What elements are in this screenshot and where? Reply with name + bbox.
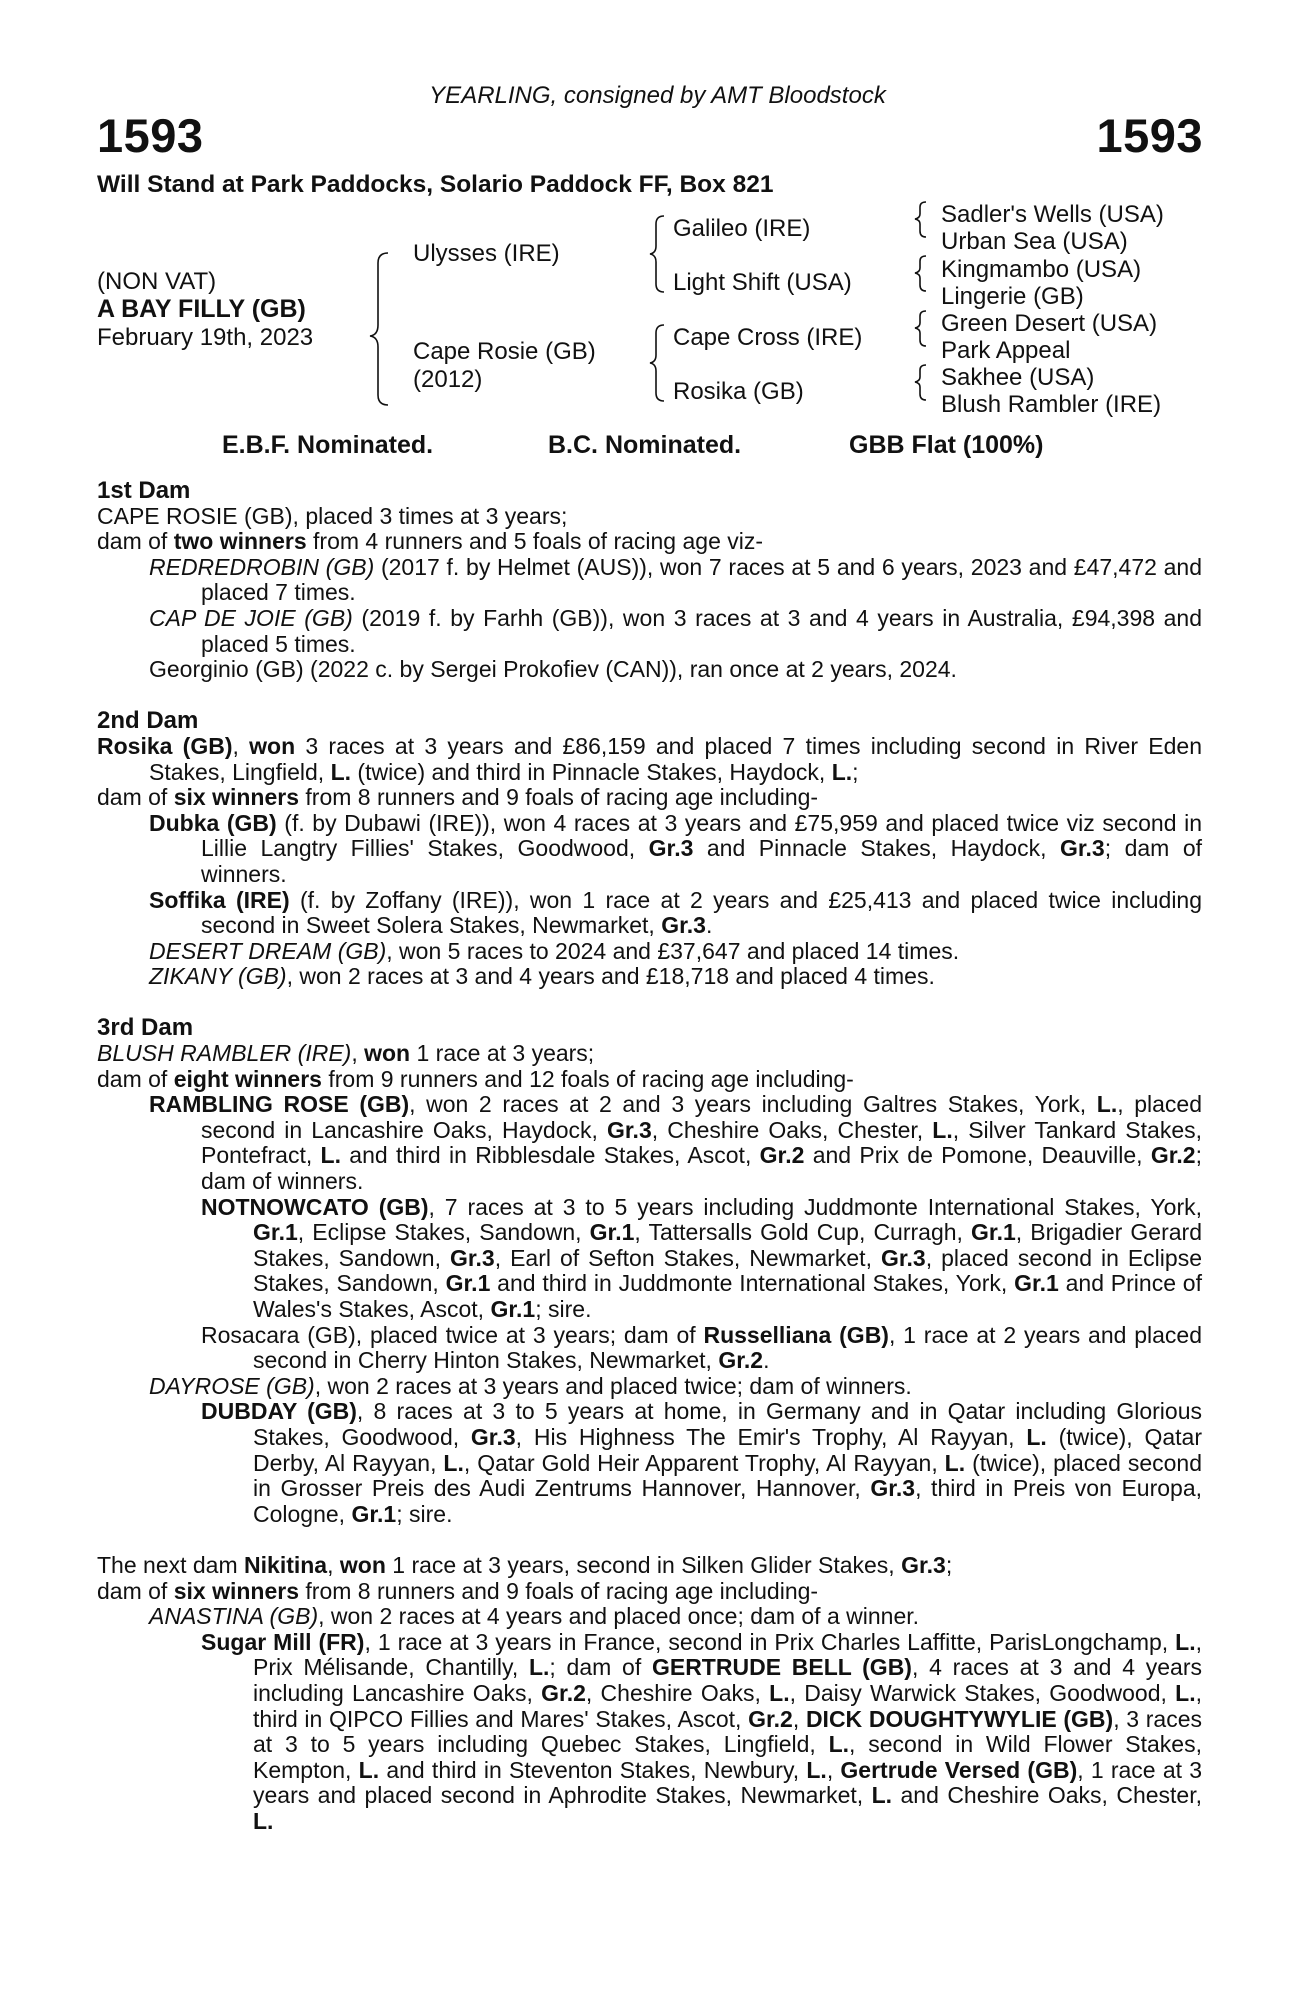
first-dam-produce-line: dam of two winners from 4 runners and 5 foals of racing age viz-	[97, 528, 764, 555]
next-dam-produce-line: dam of six winners from 8 runners and 9 foals of racing age including-	[97, 1577, 819, 1604]
produce-zikany: ZIKANY (GB), won 2 races at 3 and 4 years and £18,718 and placed 4 times.	[149, 963, 935, 990]
ancestor-4: Lingerie (GB)	[941, 283, 1084, 310]
produce-dayrose: DAYROSE (GB), won 2 races at 3 years and placed twice; dam of winners.	[149, 1372, 912, 1399]
ancestor-7: Sakhee (USA)	[941, 364, 1095, 391]
ancestor-5: Green Desert (USA)	[941, 310, 1158, 337]
ancestor-1: Sadler's Wells (USA)	[941, 201, 1164, 228]
ancestor-6: Park Appeal	[941, 337, 1071, 364]
ancestor-2: Urban Sea (USA)	[941, 228, 1128, 255]
bracket-g3	[915, 311, 926, 346]
ancestor-8: Blush Rambler (IRE)	[941, 391, 1162, 418]
second-dam-heading: 2nd Dam	[97, 707, 199, 735]
produce-rosacara: Rosacara (GB), placed twice at 3 years; dam of Russelliana (GB), 1 race at 2 years and placed second in Cherry Hinton Stakes, Newmarket, Gr.2.	[201, 1321, 1203, 1374]
produce-dubka: Dubka (GB) (f. by Dubawi (IRE)), won 4 races at 3 years and £75,959 and placed twice viz second in Lillie Langtry Fillies' Stakes, Goodwood, Gr.3 and Pinnacle Stakes, Haydock, Gr.3; dam of winners.	[149, 809, 1203, 887]
produce-redredrobin: REDREDROBIN (GB) (2017 f. by Helmet (AUS)), won 7 races at 5 and 6 years, 2023 and £47,472 and placed 7 times.	[149, 553, 1203, 606]
dam-sire: Cape Cross (IRE)	[673, 324, 863, 351]
third-dam-heading: 3rd Dam	[97, 1014, 194, 1042]
bracket-g1	[915, 202, 926, 237]
third-dam-line: BLUSH RAMBLER (IRE), won 1 race at 3 years;	[97, 1040, 595, 1067]
gbb-status: GBB Flat (100%)	[849, 431, 1044, 459]
produce-georginio: Georginio (GB) (2022 c. by Sergei Prokofiev (CAN)), ran once at 2 years, 2024.	[149, 656, 957, 683]
produce-anastina: ANASTINA (GB), won 2 races at 4 years and placed once; dam of a winner.	[149, 1603, 920, 1630]
catalogue-subtitle: YEARLING, consigned by AMT Bloodstock	[429, 82, 886, 109]
bracket-g4	[915, 365, 926, 400]
produce-desert-dream: DESERT DREAM (GB), won 5 races to 2024 and £37,647 and placed 14 times.	[149, 937, 960, 964]
vat-status: (NON VAT)	[97, 268, 217, 295]
bracket-sire	[650, 216, 664, 292]
sire-sire: Galileo (IRE)	[673, 215, 811, 242]
ebf-nomination: E.B.F. Nominated.	[222, 431, 434, 459]
produce-notnowcato: NOTNOWCATO (GB), 7 races at 3 to 5 years including Juddmonte International Stakes, York, Gr.1, Eclipse Stakes, Sandown, Gr.1, Tattersalls Gold Cup, Curragh, Gr.1, Brigadier Gerard Stakes, Sandown, Gr.3, Earl of Sefton Stakes, Newmarket, Gr.3, placed second in Eclipse Stakes, Sandown, Gr.1 and third in Juddmonte International Stakes, York, Gr.1 and Prince of Wales's Stakes, Ascot, Gr.1; sire.	[201, 1193, 1202, 1322]
foaling-date: February 19th, 2023	[97, 324, 314, 351]
bc-nomination: B.C. Nominated.	[548, 431, 742, 459]
second-dam-produce-line: dam of six winners from 8 runners and 9 foals of racing age including-	[97, 784, 819, 811]
bracket-main	[370, 253, 388, 405]
produce-sugar-mill: Sugar Mill (FR), 1 race at 3 years in France, second in Prix Charles Laffitte, ParisLongchamp, L., Prix Mélisande, Chantilly, L.; dam of GERTRUDE BELL (GB), 4 races at 3 and 4 years including Lancashire Oaks, Gr.2, Cheshire Oaks, L., Daisy Warwick Stakes, Goodwood, L., third in QIPCO Fillies and Mares' Stakes, Ascot, Gr.2, DICK DOUGHTYWYLIE (GB), 3 races at 3 to 5 years including Quebec Stakes, Lingfield, L., second in Wild Flower Stakes, Kempton, L. and third in Steventon Stakes, Newbury, L., Gertrude Versed (GB), 1 race at 3 years and placed second in Aphrodite Stakes, Newmarket, L. and Cheshire Oaks, Chester, L.	[201, 1628, 1202, 1834]
third-dam-produce-line: dam of eight winners from 9 runners and 12 foals of racing age including-	[97, 1065, 854, 1092]
next-dam-line: The next dam Nikitina, won 1 race at 3 years, second in Silken Glider Stakes, Gr.3;	[97, 1551, 953, 1578]
produce-soffika: Soffika (IRE) (f. by Zoffany (IRE)), won 1 race at 2 years and £25,413 and placed twice including second in Sweet Solera Stakes, Newmarket, Gr.3.	[149, 886, 1203, 939]
stand-location: Will Stand at Park Paddocks, Solario Paddock FF, Box 821	[97, 171, 774, 198]
first-dam-line: CAPE ROSIE (GB), placed 3 times at 3 years;	[97, 502, 568, 529]
dam-year: (2012)	[413, 366, 483, 393]
bracket-dam	[650, 325, 664, 401]
sire: Ulysses (IRE)	[413, 240, 560, 267]
catalogue-body	[97, 478, 1202, 1834]
dam: Cape Rosie (GB)	[413, 338, 596, 365]
produce-cap-de-joie: CAP DE JOIE (GB) (2019 f. by Farhh (GB)), won 3 races at 3 and 4 years in Australia, £94,398 and placed 5 times.	[149, 604, 1203, 657]
second-dam-line: Rosika (GB), won 3 races at 3 years and £86,159 and placed 7 times including second in River Eden Stakes, Lingfield, L. (twice) and third in Pinnacle Stakes, Haydock, L.;	[97, 732, 1203, 785]
ancestor-3: Kingmambo (USA)	[941, 256, 1142, 283]
produce-rambling-rose: RAMBLING ROSE (GB), won 2 races at 2 and 3 years including Galtres Stakes, York, L., placed second in Lancashire Oaks, Haydock, Gr.3, Cheshire Oaks, Chester, L., Silver Tankard Stakes, Pontefract, L. and third in Ribblesdale Stakes, Ascot, Gr.2 and Prix de Pomone, Deauville, Gr.2; dam of winners.	[149, 1091, 1202, 1195]
bracket-g2	[915, 256, 926, 291]
first-dam-heading: 1st Dam	[97, 477, 191, 504]
produce-dubday: DUBDAY (GB), 8 races at 3 to 5 years at home, in Germany and in Qatar including Glorious Stakes, Goodwood, Gr.3, His Highness The Emir's Trophy, Al Rayyan, L. (twice), Qatar Derby, Al Rayyan, L., Qatar Gold Heir Apparent Trophy, Al Rayyan, L. (twice), placed second in Grosser Preis des Audi Zentrums Hannover, Hannover, Gr.3, third in Preis von Europa, Cologne, Gr.1; sire.	[201, 1398, 1203, 1527]
dam-dam: Rosika (GB)	[673, 378, 804, 405]
lot-number-right: 1593	[1096, 109, 1203, 162]
lot-number-left: 1593	[97, 109, 204, 162]
horse-name: A BAY FILLY (GB)	[97, 295, 306, 323]
sire-dam: Light Shift (USA)	[673, 269, 852, 296]
